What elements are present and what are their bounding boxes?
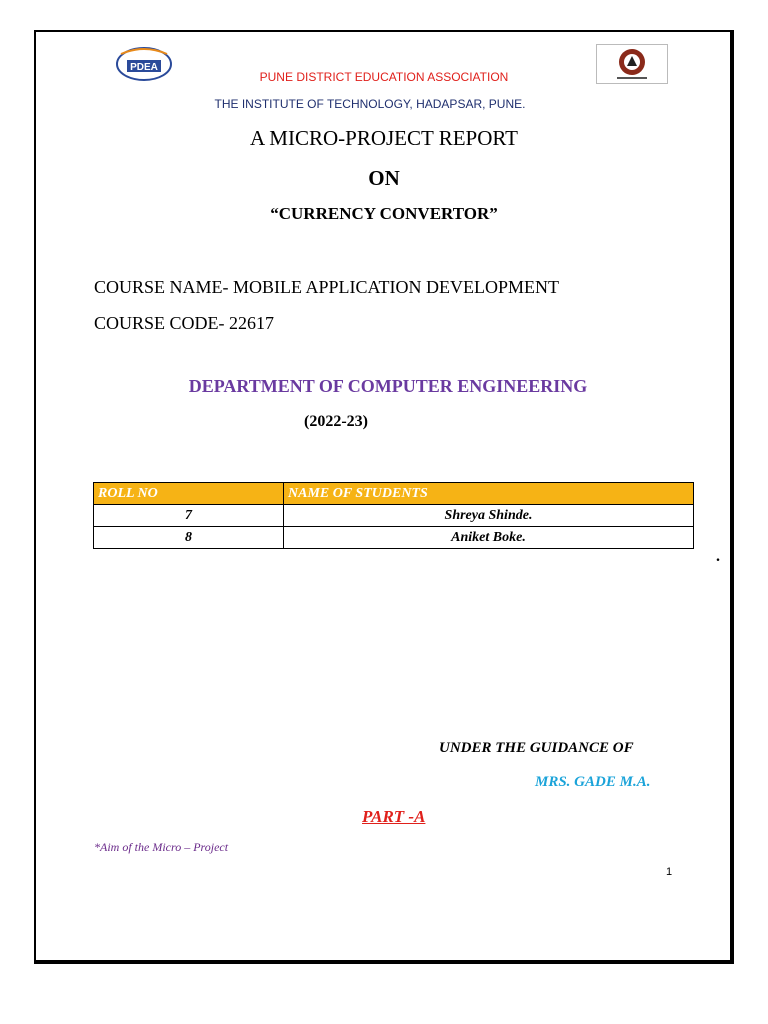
header-roll-no: ROLL NO bbox=[94, 483, 284, 505]
table-row bbox=[94, 527, 694, 549]
page-number: 1 bbox=[666, 866, 673, 878]
student-name-cell: Shreya Shinde. bbox=[284, 505, 694, 527]
guidance-label: UNDER THE GUIDANCE OF bbox=[439, 740, 634, 756]
department-name: DEPARTMENT OF COMPUTER ENGINEERING bbox=[188, 376, 588, 396]
project-name: “CURRENCY CONVERTOR” bbox=[270, 204, 498, 223]
course-code: COURSE CODE- 22617 bbox=[94, 313, 275, 333]
association-name: PUNE DISTRICT EDUCATION ASSOCIATION bbox=[259, 70, 509, 84]
report-title: A MICRO-PROJECT REPORT bbox=[250, 126, 518, 150]
institute-name: THE INSTITUTE OF TECHNOLOGY, HADAPSAR, PUNE. bbox=[214, 97, 526, 111]
stray-mark: . bbox=[716, 548, 720, 565]
table-row bbox=[94, 505, 694, 527]
students-table bbox=[93, 482, 694, 549]
table-header-row bbox=[94, 483, 694, 505]
roll-no-cell: 7 bbox=[94, 505, 284, 527]
course-name: COURSE NAME- MOBILE APPLICATION DEVELOPMENT bbox=[94, 277, 560, 297]
student-name-cell: Aniket Boke. bbox=[284, 527, 694, 549]
roll-no-cell: 8 bbox=[94, 527, 284, 549]
guide-name: MRS. GADE M.A. bbox=[535, 774, 651, 790]
pdea-logo-text: PDEA bbox=[130, 62, 158, 73]
report-on: ON bbox=[368, 166, 400, 190]
part-heading: PART -A bbox=[362, 807, 426, 826]
academic-year: (2022-23) bbox=[304, 413, 368, 430]
aim-heading: *Aim of the Micro – Project bbox=[94, 840, 229, 854]
header-student-name: NAME OF STUDENTS bbox=[284, 483, 694, 505]
